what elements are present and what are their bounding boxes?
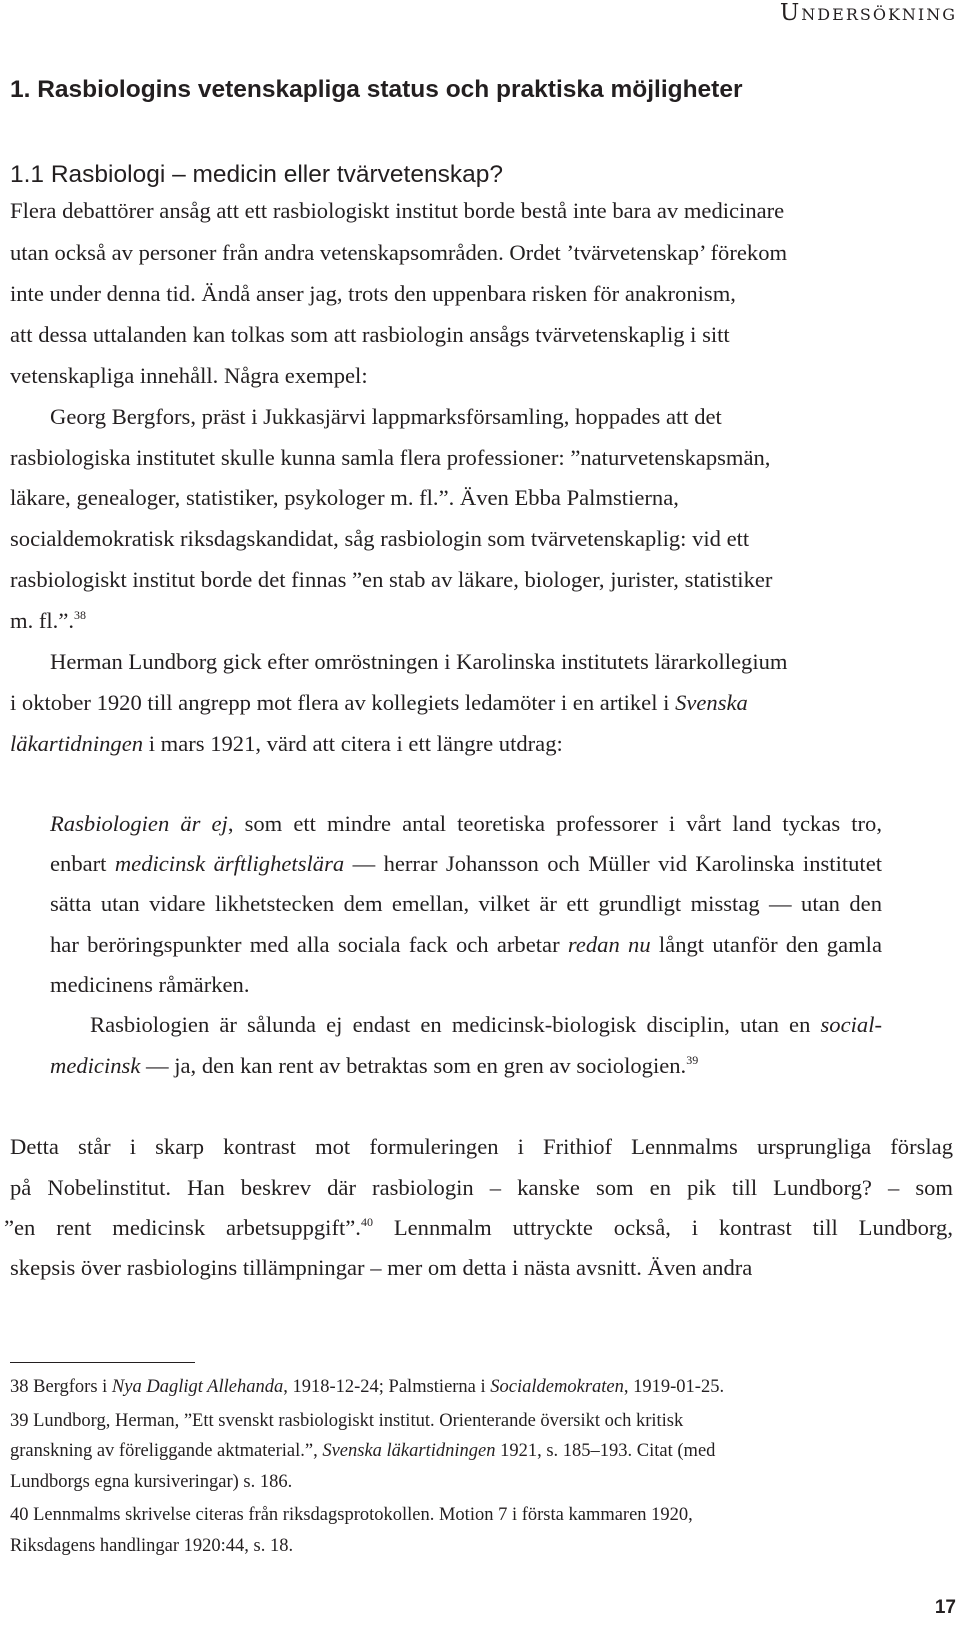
footnote-emphasis: Svenska läkartidningen (322, 1441, 496, 1461)
quote-emphasis: Rasbiologien är ej (50, 811, 228, 836)
quote-emphasis: social- (820, 1012, 882, 1037)
text-line: att dessa uttalanden kan tolkas som att rasbiologin ansågs tvärvetenskaplig i sitt (10, 322, 730, 347)
text-line: rasbiologiskt institut borde det finnas ”en stab av läkare, biologer, jurister, statistiker (10, 567, 773, 592)
page-number: 17 (934, 1597, 956, 1618)
text-line (4, 1217, 953, 1240)
text-run: enbart (50, 851, 115, 876)
footnote-38 (10, 1378, 724, 1397)
text-run: — herrar Johansson och Müller vid Karolinska institutet (344, 851, 883, 876)
journal-title: Svenska (675, 690, 748, 715)
text-line: skepsis över rasbiologins tillämpningar – mer om detta i nästa avsnitt. Även andra (10, 1255, 753, 1280)
running-head: Undersökning (779, 0, 957, 26)
footnote-ref-38: 38 (74, 608, 86, 622)
footnote-divider (10, 1362, 195, 1363)
text-run: långt utanför den gamla (650, 932, 882, 957)
text-line (10, 733, 563, 756)
footnote-ref-40: 40 (360, 1215, 373, 1229)
text-line (10, 610, 86, 633)
journal-title: läkartidningen (10, 731, 144, 756)
quote-line: medicinens råmärken. (50, 972, 250, 997)
text-run: i oktober 1920 till angrepp mot flera av kollegiets ledamöter i en artikel i (10, 690, 670, 715)
text-run: , som ett mindre antal teoretiska professorer i vårt land tyckas tro, (227, 811, 882, 836)
text-run: — ja, den kan rent av betraktas som en gren av sociologien. (140, 1053, 687, 1078)
text-line: utan också av personer från andra vetenskapsområden. Ordet ’tvärvetenskap’ förekom (10, 240, 788, 265)
footnote-emphasis: Nya Dagligt Allehanda (111, 1377, 284, 1397)
footnote-ref-39: 39 (686, 1053, 699, 1067)
text-line: på Nobelinstitut. Han beskrev där rasbiologin – kanske som en pik till Lundborg? – som (10, 1175, 953, 1200)
text-line: Detta står i skarp kontrast mot formuleringen i Frithiof Lennmalms ursprungliga förslag (10, 1134, 953, 1159)
chapter-heading: 1. Rasbiologins vetenskapliga status och praktiska möjligheter (10, 76, 743, 103)
quote-line (50, 1055, 698, 1078)
text-line (10, 692, 748, 715)
quote-emphasis: medicinsk (50, 1053, 141, 1078)
text-line: Flera debattörer ansåg att ett rasbiologiskt institut borde bestå inte bara av medicinare (10, 198, 785, 223)
text-line: vetenskapliga innehåll. Några exempel: (10, 363, 368, 388)
text-run: 1921, s. 185–193. Citat (med (495, 1441, 716, 1461)
text-line: inte under denna tid. Ändå anser jag, trots den uppenbara risken för anakronism, (10, 281, 736, 306)
quote-line (50, 813, 882, 836)
text-run: granskning av föreliggande aktmaterial.”, (10, 1441, 323, 1461)
quote-line: sätta utan vidare likhetstecken dem emellan, vilket är ett grundligt misstag — utan den (50, 891, 882, 916)
text-run: Lennmalm uttryckte också, i kontrast till Lundborg, (372, 1215, 953, 1240)
footnote-40-continued: Riksdagens handlingar 1920:44, s. 18. (10, 1536, 294, 1556)
text-run: 38 Bergfors i (10, 1377, 112, 1397)
text-run: ”en rent medicinsk arbetsuppgift”. (4, 1215, 361, 1240)
footnote-39-continued: Lundborgs egna kursiveringar) s. 186. (10, 1472, 293, 1492)
quote-emphasis: medicinsk ärftlighetslära (114, 851, 345, 876)
quote-line (50, 934, 882, 957)
text-line: läkare, genealoger, statistiker, psykologer m. fl.”. Även Ebba Palmstierna, (10, 485, 679, 510)
footnote-39-continued (10, 1442, 715, 1461)
quote-line (90, 1014, 882, 1037)
text-run: Rasbiologien är sålunda ej endast en medicinsk-biologisk disciplin, utan en (90, 1012, 821, 1037)
text-run: i mars 1921, värd att citera i ett längre utdrag: (143, 731, 563, 756)
text-run: , 1918-12-24; Palmstierna i (283, 1377, 491, 1397)
text-line: rasbiologiska institutet skulle kunna samla flera professioner: ”naturvetenskapsmän, (10, 445, 771, 470)
quote-emphasis: redan nu (567, 932, 651, 957)
text-line: Herman Lundborg gick efter omröstningen i Karolinska institutets lärarkollegium (50, 649, 788, 674)
text-run: har beröringspunkter med alla sociala fack och arbetar (50, 932, 568, 957)
footnote-emphasis: Socialdemokraten (490, 1377, 624, 1397)
footnote-39: 39 Lundborg, Herman, ”Ett svenskt rasbiologiskt institut. Orienterande översikt och kritisk (10, 1411, 684, 1431)
text-run: , 1919-01-25. (623, 1377, 725, 1397)
text-run: m. fl.”. (10, 608, 74, 633)
section-heading: 1.1 Rasbiologi – medicin eller tvärvetenskap? (10, 161, 503, 188)
text-line: socialdemokratisk riksdagskandidat, såg rasbiologin som tvärvetenskaplig: vid ett (10, 526, 750, 551)
text-line: Georg Bergfors, präst i Jukkasjärvi lappmarksförsamling, hoppades att det (50, 404, 722, 429)
quote-line (50, 853, 882, 876)
footnote-40: 40 Lennmalms skrivelse citeras från riksdagsprotokollen. Motion 7 i första kammaren 1920, (10, 1505, 693, 1525)
